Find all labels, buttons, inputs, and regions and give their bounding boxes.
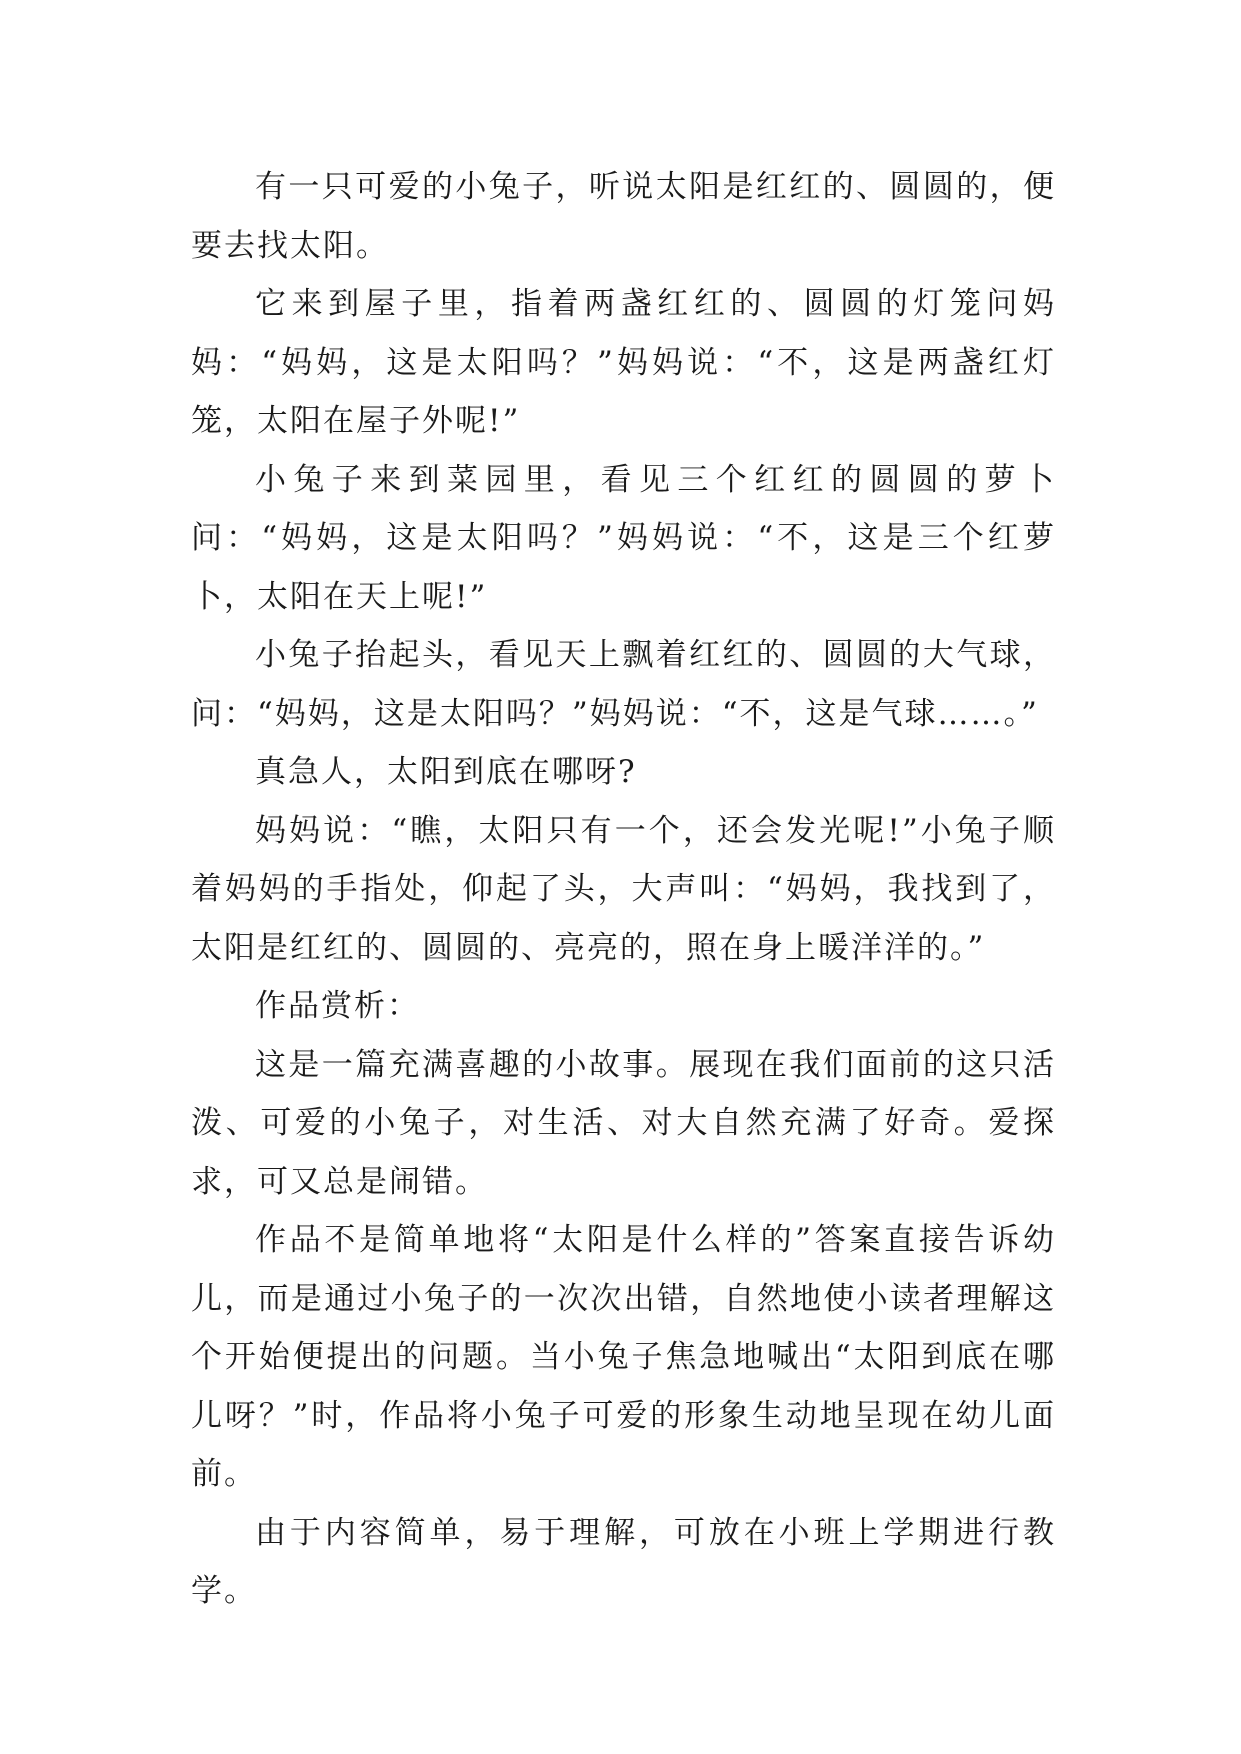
paragraph-3: 小兔子来到菜园里，看见三个红红的圆圆的萝卜问：“妈妈，这是太阳吗？”妈妈说：“不，这是三个红萝卜，太阳在天上呢!” xyxy=(191,461,1056,615)
paragraph-10: 由于内容简单，易于理解，可放在小班上学期进行教学。 xyxy=(191,1514,1056,1609)
paragraph-1: 有一只可爱的小兔子，听说太阳是红红的、圆圆的，便要去找太阳。 xyxy=(191,169,1056,264)
paragraph-4: 小兔子抬起头，看见天上飘着红红的、圆圆的大气球，问：“妈妈，这是太阳吗？”妈妈说：“不，这是气球……。” xyxy=(191,637,1056,732)
paragraph-8: 这是一篇充满喜趣的小故事。展现在我们面前的这只活泼、可爱的小兔子，对生活、对大自然充满了好奇。爱探求，可又总是闹错。 xyxy=(191,1046,1056,1200)
section-heading-appreciation: 作品赏析： xyxy=(255,988,420,1024)
paragraph-9: 作品不是简单地将“太阳是什么样的”答案直接告诉幼儿，而是通过小兔子的一次次出错，自然地使小读者理解这个开始便提出的问题。当小兔子焦急地喊出“太阳到底在哪儿呀？”时，作品将小兔子可爱的形象生动地呈现在幼儿面前。 xyxy=(191,1222,1056,1492)
paragraph-2: 它来到屋子里，指着两盏红红的、圆圆的灯笼问妈妈：“妈妈，这是太阳吗？”妈妈说：“不，这是两盏红灯笼，太阳在屋子外呢!” xyxy=(191,286,1056,439)
paragraph-5: 真急人，太阳到底在哪呀? xyxy=(255,754,637,790)
paragraph-6: 妈妈说：“瞧，太阳只有一个，还会发光呢!”小兔子顺着妈妈的手指处，仰起了头，大声叫：“妈妈，我找到了，太阳是红红的、圆圆的、亮亮的，照在身上暖洋洋的。” xyxy=(191,812,1056,966)
document-body xyxy=(191,158,1056,1621)
